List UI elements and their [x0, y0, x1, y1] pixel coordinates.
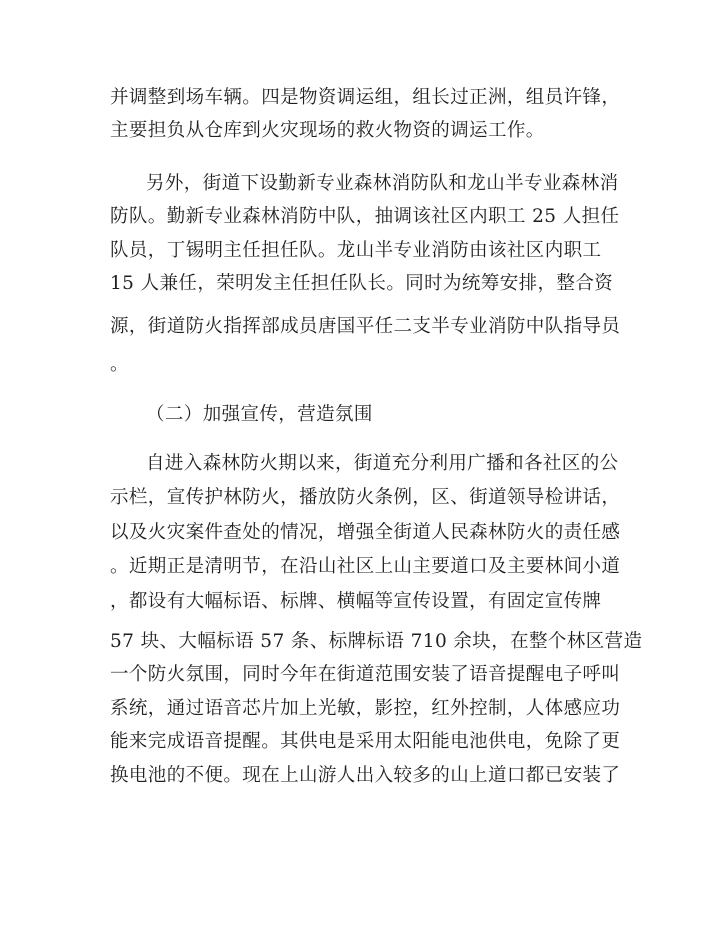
text-line: 57 块、大幅标语 57 条、标牌标语 710 余块，在整个林区营造: [110, 631, 643, 652]
text-line: ，都设有大幅标语、标牌、横幅等宣传设置，有固定宣传牌: [110, 591, 602, 612]
text-line: 。: [110, 354, 129, 375]
text-line: 队员，丁锡明主任担任队。龙山半专业消防由该社区内职工: [110, 240, 602, 261]
text-line: 15 人兼任，荣明发主任担任队长。同时为统筹安排，整合资: [110, 273, 614, 294]
text-line: 能来完成语音提醒。其供电是采用太阳能电池供电，免除了更: [110, 731, 621, 752]
text-line: 换电池的不便。现在上山游人出入较多的山上道口都已安装了: [110, 765, 621, 786]
section-heading: （二）加强宣传，营造氛围: [146, 404, 373, 425]
text-line: 以及火灾案件查处的情况，增强全街道人民森林防火的责任感: [110, 522, 621, 543]
paragraph-first-line: 另外，街道下设勤新专业森林消防队和龙山半专业森林消: [146, 173, 619, 194]
text-line: 防队。勤新专业森林消防中队，抽调该社区内职工 25 人担任: [110, 206, 620, 227]
text-line: 系统，通过语音芯片加上光敏，影控，红外控制，人体感应功: [110, 698, 621, 719]
text-line: 源，街道防火指挥部成员唐国平任二支半专业消防中队指导员: [110, 316, 621, 337]
text-line: 示栏，宣传护林防火，播放防火条例，区、街道领导检讲话，: [110, 487, 621, 508]
text-line: 。近期正是清明节，在沿山社区上山主要道口及主要林间小道: [110, 556, 621, 577]
paragraph-first-line: 自进入森林防火期以来，街道充分利用广播和各社区的公: [146, 453, 619, 474]
text-line: 主要担负从仓库到火灾现场的救火物资的调运工作。: [110, 120, 545, 141]
text-line: 并调整到场车辆。四是物资调运组，组长过正洲，组员许锋，: [110, 87, 621, 108]
text-line: 一个防火氛围，同时今年在街道范围安装了语音提醒电子呼叫: [110, 664, 621, 685]
